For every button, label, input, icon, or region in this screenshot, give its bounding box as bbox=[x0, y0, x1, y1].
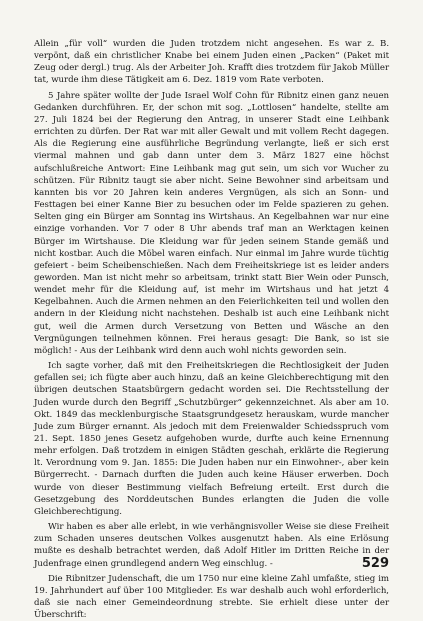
body-text bbox=[34, 38, 389, 621]
page-number: 529 bbox=[361, 556, 389, 571]
paragraph-3: Ich sagte vorher, daß mit den Freiheitskriegen die Rechtlosigkeit der Juden gefallen sei; ich fügte aber auch hinzu, daß an keine Gleichberechtigung mit den übrigen deutschen Staatsbürgern gedacht worden sei. Die Rechtsstellung der Juden wurde durch den Begriff „Schutzbürger“ gekennzeichnet. Als aber am 10. Okt. 1849 das mecklenburgische Staatsgrundgesetz herauskam, wurde mancher Jude zum Bürger ernannt. Als jedoch mit dem Freienwalder Schiedsspruch vom 21. Sept. 1850 jenes Gesetz aufgehoben wurde, durfte auch keine Ernennung mehr erfolgen. Daß trotzdem in einigen Städten geschah, erklärte die Regierung lt. Verordnung vom 9. Jan. 1855: Die Juden haben nur ein Einwohner-, aber kein Bürgerrecht. - Darnach durften die Juden auch keine Häuser erwerben. Doch wurde von dieser Bestimmung vielfach Befreiung erteilt. Erst durch die Gesetzgebung des Norddeutschen Bundes erlangten die Juden die volle Gleichberechtigung. bbox=[34, 361, 389, 517]
paragraph-4: Wir haben es aber alle erlebt, in wie verhängnisvoller Weise sie diese Freiheit zum Schaden unseres deutschen Volkes ausgenutzt haben. Als eine Erlösung mußte es deshalb betrachtet werden, daß Adolf Hitler im Dritten Reiche in der Judenfrage einen grundlegend andern Weg einschlug. - bbox=[34, 522, 389, 569]
paragraph-1: Allein „für voll“ wurden die Juden trotzdem nicht angesehen. Es war z. B. verpönt, daß ein christlicher Knabe bei einem Juden einen „Packen“ (Paket mit Zeug oder dergl.) trug. Als der Arbeiter Joh. Krafft dies trotzdem für Jakob Müller tat, wurde ihm diese Tätigkeit am 6. Dez. 1819 vom Rate verboten. bbox=[34, 39, 389, 86]
paragraph-2: 5 Jahre später wollte der Jude Israel Wolf Cohn für Ribnitz einen ganz neuen Gedanken durchführen. Er, der schon mit sog. „Lottlosen“ handelte, stellte am 27. Juli 1824 bei der Regierung den Antrag, in unserer Stadt eine Leihbank errichten zu dürfen. Der Rat war mit aller Gewalt und mit vollem Recht dagegen. Als die Regierung eine ausführliche Begründung verlangte, ließ er sich erst viermal mahnen und gab dann unter dem 3. März 1827 eine höchst aufschlußreiche Antwort: Eine Leihbank mag gut sein, um sich vor Wucher zu schützen. Für Ribnitz taugt sie aber nicht. Seine Bewohner sind arbeitsam und kannten bis vor 20 Jahren kein anderes Vergnügen, als sich an Sonn- und Festtagen bei einer Kanne Bier zu besuchen oder im Felde spazieren zu gehen. Selten ging ein Bürger am Sonntag ins Wirtshaus. An Kegelbahnen war nur eine einzige vorhanden. Vor 7 oder 8 Uhr abends traf man an Werktagen keinen Bürger im Wirtshause. Die Kleidung war für jeden seinem Stande gemäß und nicht kostbar. Auch die Möbel waren einfach. Nur einmal im Jahre wurde tüchtig gefeiert - beim Scheibenschießen. Nach dem Freiheitskriege ist es leider anders geworden. Man ist nicht mehr so arbeitsam, trinkt statt Bier Wein oder Punsch, wendet mehr für die Kleidung auf, ist mehr im Wirtshaus und hat jetzt 4 Kegelbahnen. Auch die Armen nehmen an den Feierlichkeiten teil und wollen den andern in der Kleidung nicht nachstehen. Deshalb ist auch eine Leihbank nicht gut, weil die Armen durch Versetzung von Betten und Wäsche an den Vergnügungen teilnehmen können. Frei heraus gesagt: Die Bank, so ist sie möglich! - Aus der Leihbank wird denn auch wohl nichts geworden sein. bbox=[34, 90, 389, 356]
paragraph-5: Die Ribnitzer Judenschaft, die um 1750 nur eine kleine Zahl umfaßte, stieg im 19. Jahrhundert auf über 100 Mitglieder. Es war deshalb auch wohl erforderlich, daß sie nach einer Gemeindeordnung strebte. Sie erhielt diese unter der Überschrift: bbox=[34, 573, 389, 621]
